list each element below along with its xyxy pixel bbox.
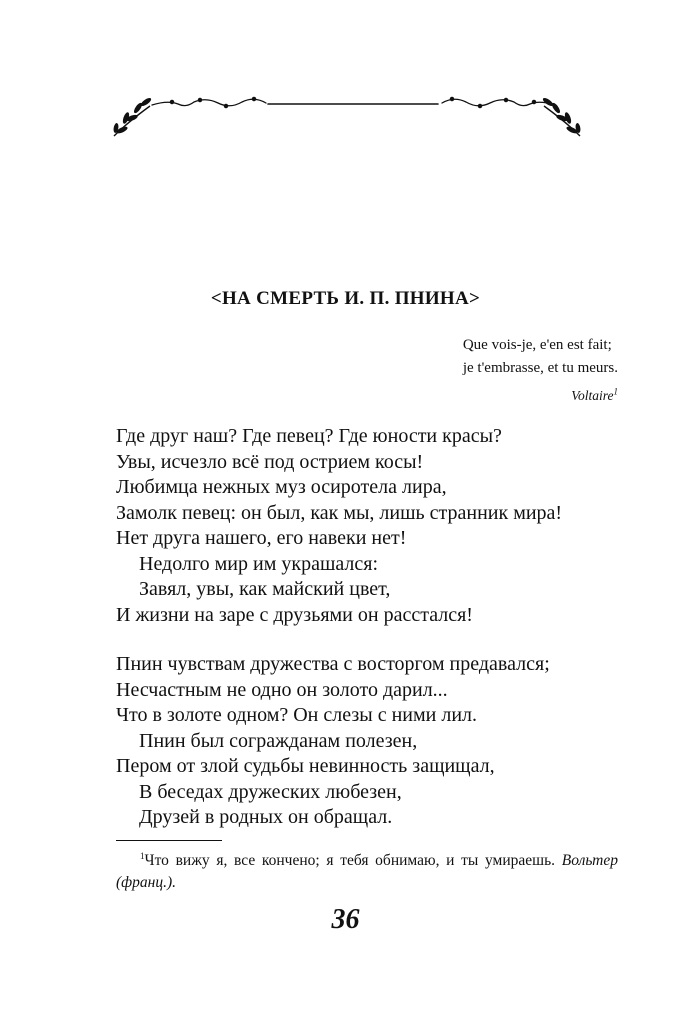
epigraph-author <box>463 384 618 407</box>
poem-line: Любимца нежных муз осиротела лира, <box>116 476 447 498</box>
poem-line: Недолго мир им украшался: <box>139 552 379 575</box>
poem-line: Несчастным не одно он золото дарил... <box>116 678 448 701</box>
page-number: 36 <box>331 904 360 935</box>
poem-line: Пером от злой судьбы невинность защищал, <box>116 755 495 777</box>
epigraph <box>463 334 618 407</box>
poem-line: И жизни на заре с друзьями он расстался! <box>116 603 473 626</box>
poem-line: Увы, исчезло всё под острием косы! <box>116 450 424 473</box>
epigraph-author-name: Voltaire <box>571 388 614 403</box>
stanza <box>116 424 562 628</box>
poem-body <box>116 424 562 831</box>
footnote-mark: 1 <box>140 850 145 861</box>
epigraph-line: Que vois-je, e'en est fait; <box>462 337 612 353</box>
epigraph-line: je t'embrasse, et tu meurs. <box>462 360 618 376</box>
poem-line: Что в золоте одном? Он слезы с ними лил. <box>116 704 477 726</box>
poem-line: Друзей в родных он обращал. <box>139 806 393 828</box>
poem-line: Где друг наш? Где певец? Где юности красы? <box>116 425 502 447</box>
poem-line: Нет друга нашего, его навеки нет! <box>116 527 407 549</box>
poem-line: Завял, увы, как майский цвет, <box>139 578 391 600</box>
poem-line: Замолк певец: он был, как мы, лишь странник мира! <box>116 501 563 524</box>
footnote <box>116 850 618 894</box>
poem-line: Пнин чувствам дружества с восторгом предавался; <box>116 653 550 675</box>
footnote-text: Что вижу я, все кончено; я тебя обнимаю, и ты умираешь. <box>144 852 556 869</box>
laurel-dotted-rule-icon <box>108 88 586 144</box>
stanza <box>116 652 562 831</box>
footnote-body <box>116 850 618 894</box>
footnote-divider <box>116 840 222 841</box>
poem-title: <НА СМЕРТЬ И. П. ПНИНА> <box>210 288 481 309</box>
footnote-ref: 1 <box>613 386 618 397</box>
poem-line: Пнин был согражданам полезен, <box>139 729 418 752</box>
poem-line: В беседах дружеских любезен, <box>139 780 402 803</box>
footnote-source: Вольтер (франц.). <box>116 852 618 891</box>
